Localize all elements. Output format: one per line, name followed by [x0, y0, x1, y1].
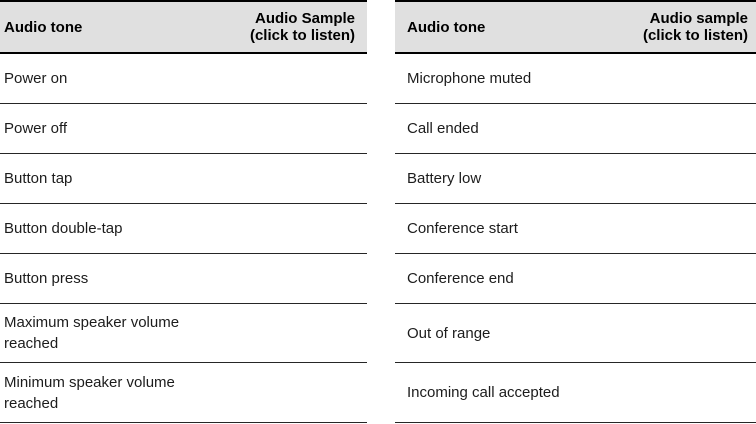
table-row	[0, 104, 367, 154]
audio-sample-cell[interactable]	[190, 254, 367, 303]
table-header-left	[0, 2, 367, 54]
audio-sample-cell[interactable]	[190, 104, 367, 153]
audio-sample-header-line1: Audio sample	[649, 9, 748, 27]
column-header-audio-tone: Audio tone	[407, 18, 486, 36]
table-row	[0, 254, 367, 304]
table-row	[0, 304, 367, 363]
column-header-audio-tone: Audio tone	[4, 18, 83, 36]
audio-tones-table-left	[0, 0, 367, 423]
audio-sample-cell[interactable]	[190, 54, 367, 103]
audio-sample-cell[interactable]	[625, 254, 756, 303]
table-row	[0, 363, 367, 423]
table-header-right	[395, 2, 756, 54]
audio-tone-label: Button press	[4, 270, 89, 287]
audio-tone-label: Button tap	[4, 170, 73, 187]
table-row	[0, 204, 367, 254]
audio-sample-cell[interactable]	[625, 304, 756, 362]
table-row	[395, 154, 756, 204]
audio-sample-cell[interactable]	[625, 154, 756, 203]
audio-tone-label: Battery low	[407, 170, 482, 187]
audio-tone-label: Power on	[4, 70, 68, 87]
audio-sample-header-line1: Audio Sample	[254, 9, 355, 27]
audio-sample-cell[interactable]	[190, 204, 367, 253]
table-row	[395, 304, 756, 363]
audio-tone-label: Incoming call accepted	[407, 384, 560, 401]
table-row	[395, 54, 756, 104]
column-header-audio-sample	[190, 10, 367, 45]
table-row	[0, 54, 367, 104]
column-header-audio-sample	[625, 10, 756, 45]
audio-sample-header-line2: (click to listen)	[249, 27, 355, 44]
audio-sample-cell[interactable]	[190, 363, 367, 422]
audio-sample-cell[interactable]	[625, 363, 756, 422]
table-row	[395, 363, 756, 423]
audio-sample-cell[interactable]	[190, 154, 367, 203]
table-row	[395, 104, 756, 154]
audio-tones-table-right	[395, 0, 756, 423]
table-row	[395, 254, 756, 304]
audio-sample-cell[interactable]	[625, 204, 756, 253]
audio-tone-label: Maximum speaker volume reached	[4, 314, 180, 352]
audio-tone-label: Conference start	[407, 220, 518, 237]
audio-tone-label: Minimum speaker volume reached	[4, 373, 175, 412]
audio-sample-cell[interactable]	[190, 304, 367, 362]
audio-tone-label: Conference end	[407, 270, 514, 287]
audio-sample-cell[interactable]	[625, 104, 756, 153]
table-row	[395, 204, 756, 254]
audio-tone-label: Out of range	[407, 324, 491, 342]
audio-tone-label: Power off	[4, 120, 68, 137]
audio-sample-header-line2: (click to listen)	[642, 27, 748, 44]
audio-tone-label: Button double-tap	[4, 220, 123, 237]
audio-tone-label: Microphone muted	[407, 70, 532, 87]
table-row	[0, 154, 367, 204]
audio-tone-label: Call ended	[407, 120, 479, 137]
audio-sample-cell[interactable]	[625, 54, 756, 103]
